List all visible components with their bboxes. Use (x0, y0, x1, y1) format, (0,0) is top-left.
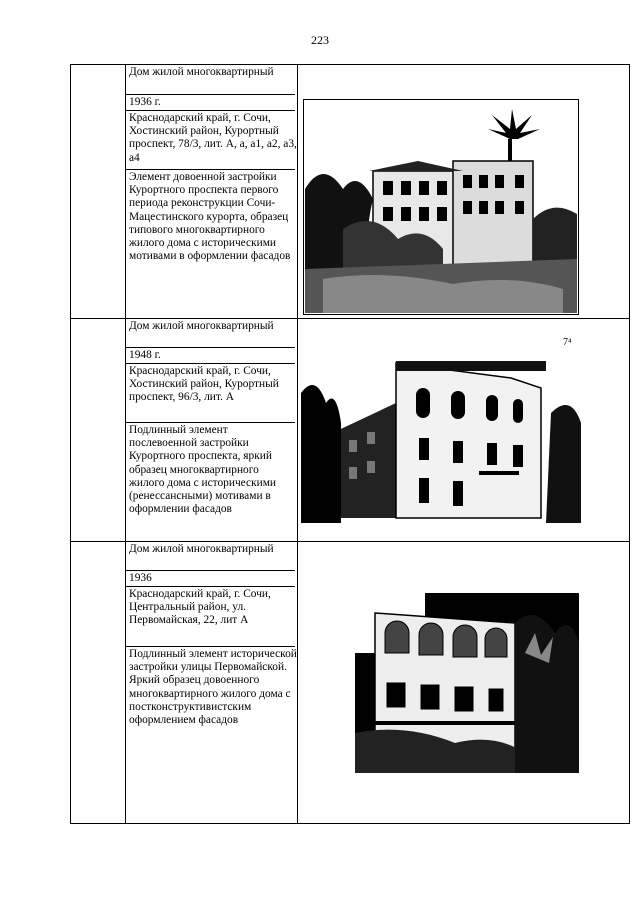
building-photo-2 (301, 333, 581, 523)
cell-divider (125, 422, 295, 423)
cell-divider (125, 363, 295, 364)
row-3-description: Подлинный элемент исторической застройки улицы Первомайской. Яркий образец довоенного многоквартирного жилого дома с постконструктивистским оформлением фасадов (129, 648, 297, 727)
row-3-year: 1936 (129, 572, 152, 584)
cell-divider (125, 94, 295, 95)
row-2-year: 1948 г. (129, 349, 161, 361)
column-divider (125, 65, 126, 823)
cell-divider (125, 347, 295, 348)
building-photo-1-image (303, 99, 579, 315)
cell-divider (125, 169, 295, 170)
row-1-year: 1936 г. (129, 96, 161, 108)
row-2-name: Дом жилой многоквартирный (129, 320, 274, 332)
row-divider (71, 318, 629, 319)
photo-2-mark: 7⁴ (563, 337, 572, 348)
row-2-description: Подлинный элемент послевоенной застройки Курортного проспекта, яркий образец многоквартирного жилого дома с историческими (ренессансными) мотивами в оформлении фасадов (129, 424, 277, 516)
building-photo-3-image (355, 593, 579, 773)
row-3-name: Дом жилой многоквартирный (129, 543, 274, 555)
cell-divider (125, 110, 295, 111)
row-1-name: Дом жилой многоквартирный (129, 66, 274, 78)
cell-divider (125, 646, 295, 647)
page-number: 223 (311, 33, 329, 47)
cell-divider (125, 570, 295, 571)
building-photo-1 (303, 99, 579, 315)
building-photo-2-image (301, 333, 581, 523)
row-1-description: Элемент довоенной застройки Курортного проспекта первого периода реконструкции Сочи-Мацестинского курорта, образец типового многоквартирного жилого дома с историческими мотивами в оформлении фасадов (129, 171, 291, 263)
row-divider (71, 541, 629, 542)
building-photo-3 (355, 593, 579, 773)
cell-divider (125, 586, 295, 587)
row-1-address: Краснодарский край, г. Сочи, Хостинский район, Курортный проспект, 78/3, лит. А, а, а1, а2, а3, а4 (129, 112, 297, 164)
row-3-address: Краснодарский край, г. Сочи, Центральный район, ул. Первомайская, 22, лит А (129, 588, 271, 627)
row-2-address: Краснодарский край, г. Сочи, Хостинский район, Курортный проспект, 96/3, лит. А (129, 365, 279, 404)
heritage-table (70, 64, 630, 824)
column-divider (297, 65, 298, 823)
